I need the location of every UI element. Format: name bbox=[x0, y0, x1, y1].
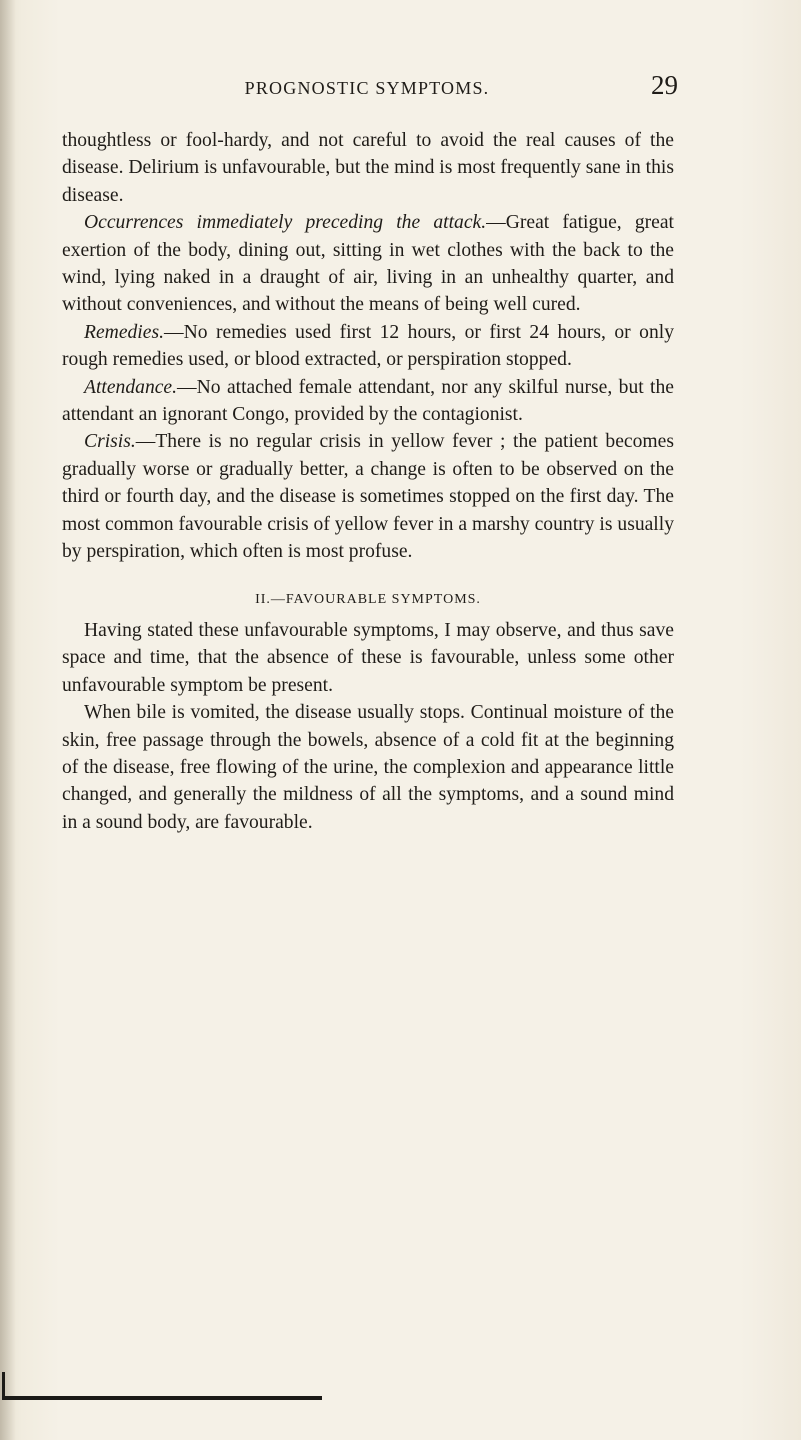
paragraph-text: Having stated these unfavourable symptoms, I may observe, and thus save space and time, that the absence of these is favourable, unless some other unfavourable symptom be present. bbox=[62, 619, 674, 696]
gutter-shadow bbox=[0, 0, 16, 1440]
paragraph-lead: Remedies. bbox=[84, 321, 164, 343]
running-title: PROGNOSTIC SYMPTOMS. bbox=[244, 78, 490, 98]
paragraph bbox=[62, 319, 674, 374]
paragraph-text: When bile is vomited, the disease usually stops. Continual moisture of the skin, free passage through the bowels, absence of a cold fit at the beginning of the disease, free flowing of the urine, the complexion and appearance little changed, and generally the mildness of all the symptoms, and a sound mind in a sound body, are favourable. bbox=[62, 702, 674, 833]
paragraph-text: thoughtless or fool-hardy, and not careful to avoid the real causes of the disease. Delirium is unfavourable, but the mind is most frequently sane in this disease. bbox=[62, 130, 674, 206]
page-bottom-edge bbox=[2, 1396, 322, 1400]
paragraph-text: —Great fatigue, great exertion of the body, dining out, sitting in wet clothes with the back to the wind, lying naked in a draught of air, living in an unhealthy quarter, and without conveniences, and without the means of being well cured. bbox=[62, 212, 674, 316]
body-text bbox=[62, 127, 674, 836]
paragraph bbox=[62, 617, 674, 699]
running-head bbox=[62, 70, 678, 110]
paragraph bbox=[62, 374, 674, 429]
paragraph-lead: Occurrences immediately preceding the attack. bbox=[84, 212, 487, 234]
section-heading: II.—FAVOURABLE SYMPTOMS. bbox=[255, 591, 481, 607]
paragraph bbox=[62, 127, 674, 209]
paragraph-text: —There is no regular crisis in yellow fever ; the patient becomes gradually worse or gradually better, a change is often to be observed on the third or fourth day, and the disease is sometimes stopped on the first day. The most common favourable crisis of yellow fever in a marshy country is usually by perspiration, which often is most profuse. bbox=[62, 431, 674, 563]
paragraph-lead: Attendance. bbox=[84, 376, 178, 398]
paragraph-lead: Crisis. bbox=[84, 431, 136, 453]
paragraph bbox=[62, 209, 674, 319]
paragraph-text: —No attached female attendant, nor any skilful nurse, but the attendant an ignorant Congo, provided by the contagionist. bbox=[62, 376, 674, 426]
paragraph bbox=[62, 699, 674, 836]
page-number: 29 bbox=[651, 70, 678, 100]
paragraph bbox=[62, 428, 674, 565]
paragraph-text: —No remedies used first 12 hours, or first 24 hours, or only rough remedies used, or blood extracted, or perspiration stopped. bbox=[62, 321, 674, 371]
